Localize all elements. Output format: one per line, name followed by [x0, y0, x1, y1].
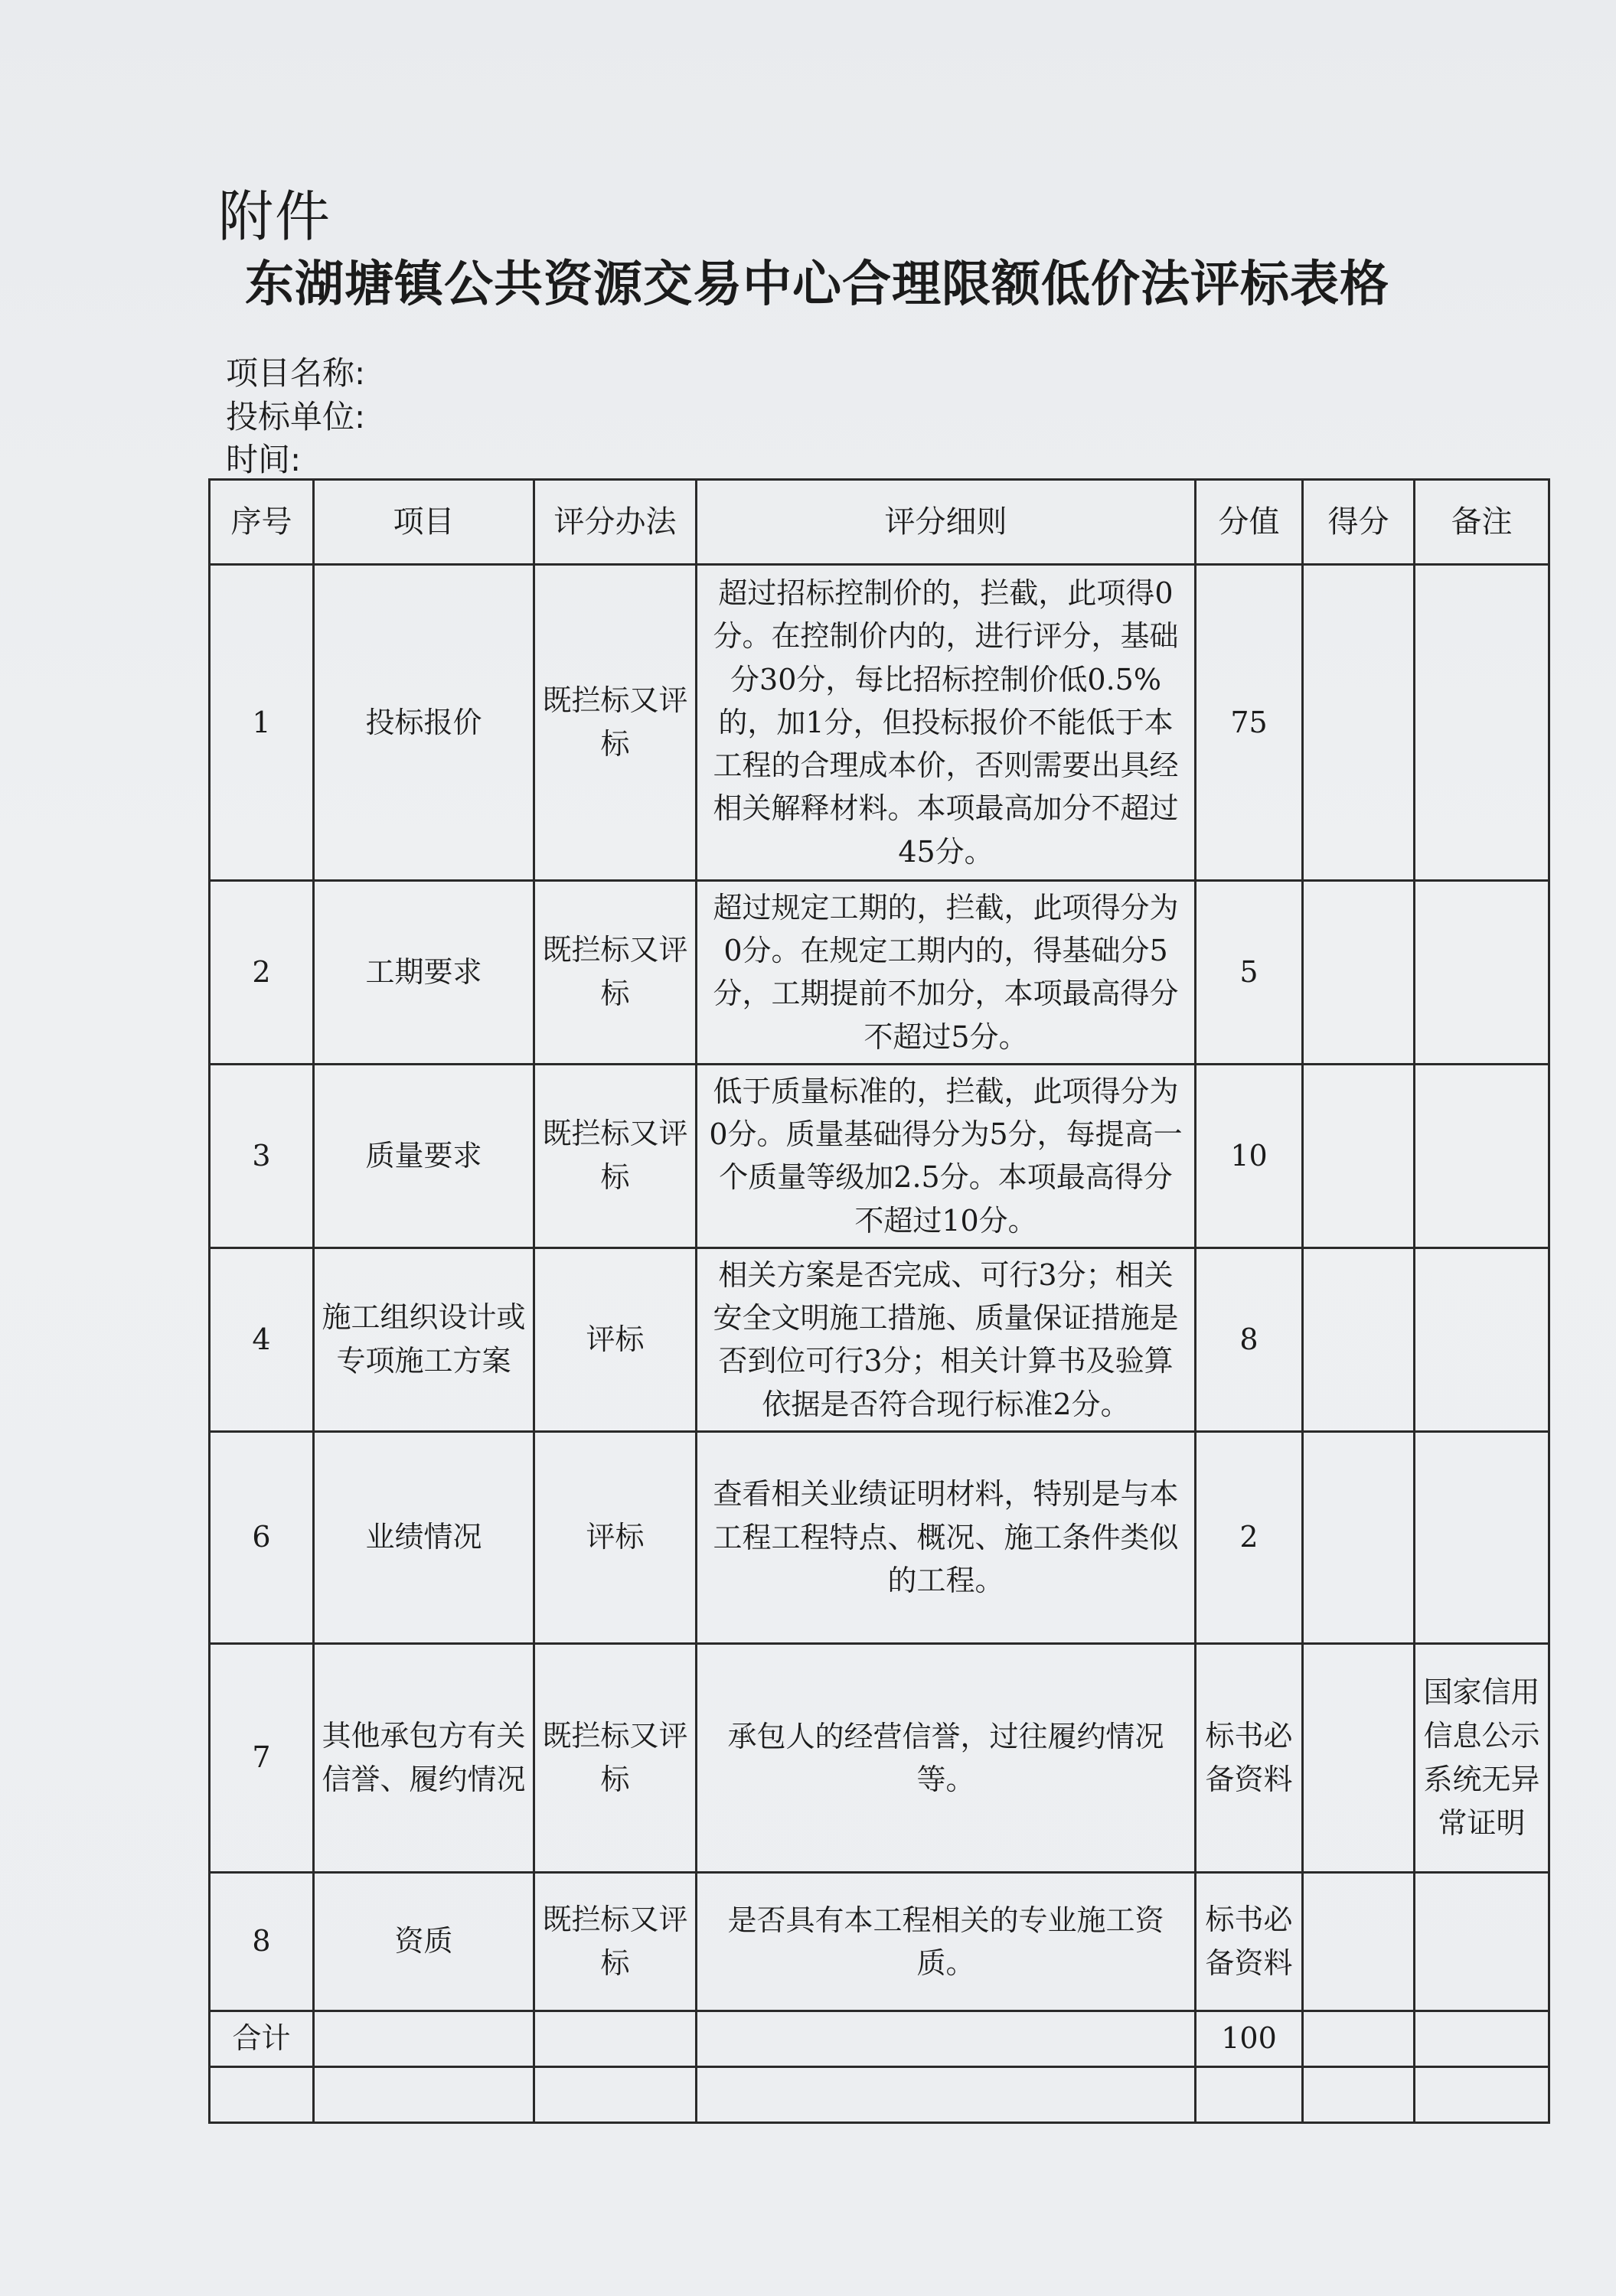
cell-detail: 查看相关业绩证明材料，特别是与本工程工程特点、概况、施工条件类似的工程。: [697, 1431, 1196, 1643]
cell-detail: 低于质量标准的，拦截，此项得分为0分。质量基础得分为5分，每提高一个质量等级加2.5分。本项最高得分不超过10分。: [697, 1064, 1196, 1247]
cell-item: 资质: [314, 1872, 534, 2011]
cell-method: 评标: [534, 1247, 697, 1431]
cell-no: 2: [210, 881, 314, 1065]
cell-value: 2: [1196, 1431, 1303, 1643]
cell-score: [1303, 1431, 1415, 1643]
project-name-label: 项目名称:: [226, 354, 366, 392]
cell-note: [1415, 1064, 1549, 1247]
empty-cell: [210, 2066, 314, 2122]
total-label: 合计: [210, 2011, 314, 2066]
cell-score: [1303, 1872, 1415, 2011]
total-row: [210, 2011, 1549, 2066]
cell-score: [1303, 881, 1415, 1065]
total-value: 100: [1196, 2011, 1303, 2066]
total-empty-cell: [697, 2011, 1196, 2066]
total-empty-cell: [1303, 2011, 1415, 2066]
cell-value: 75: [1196, 565, 1303, 881]
cell-method: 既拦标又评标: [534, 1643, 697, 1872]
cell-note: [1415, 1872, 1549, 2011]
empty-cell: [1196, 2066, 1303, 2122]
cell-note: [1415, 1247, 1549, 1431]
cell-no: 6: [210, 1431, 314, 1643]
cell-method: 评标: [534, 1431, 697, 1643]
column-header-method: 评分办法: [534, 480, 697, 565]
cell-score: [1303, 1643, 1415, 1872]
cell-no: 7: [210, 1643, 314, 1872]
total-empty-cell: [314, 2011, 534, 2066]
cell-no: 8: [210, 1872, 314, 2011]
table-row: [210, 1643, 1549, 1872]
column-header-value: 分值: [1196, 480, 1303, 565]
table-row: [210, 565, 1549, 881]
time-label: 时间:: [226, 441, 302, 478]
empty-cell: [314, 2066, 534, 2122]
document-title: 东湖塘镇公共资源交易中心合理限额低价法评标表格: [245, 256, 1389, 313]
empty-cell: [1415, 2066, 1549, 2122]
cell-value: 10: [1196, 1064, 1303, 1247]
cell-method: 既拦标又评标: [534, 1064, 697, 1247]
cell-note: [1415, 1431, 1549, 1643]
cell-value: 8: [1196, 1247, 1303, 1431]
cell-item: 投标报价: [314, 565, 534, 881]
cell-detail: 是否具有本工程相关的专业施工资质。: [697, 1872, 1196, 2011]
table-row: [210, 1247, 1549, 1431]
bidder-label: 投标单位:: [226, 398, 366, 435]
column-header-note: 备注: [1415, 480, 1549, 565]
cell-detail: 承包人的经营信誉，过往履约情况等。: [697, 1643, 1196, 1872]
cell-item: 工期要求: [314, 881, 534, 1065]
cell-value: 标书必备资料: [1196, 1643, 1303, 1872]
cell-detail: 超过招标控制价的，拦截，此项得0分。在控制价内的，进行评分，基础分30分，每比招标控制价低0.5%的，加1分，但投标报价不能低于本工程的合理成本价，否则需要出具经相关解释材料。本项最高加分不超过45分。: [697, 565, 1196, 881]
cell-item: 业绩情况: [314, 1431, 534, 1643]
attachment-label: 附件: [218, 184, 332, 249]
column-header-item: 项目: [314, 480, 534, 565]
cell-detail: 超过规定工期的，拦截，此项得分为0分。在规定工期内的，得基础分5分，工期提前不加分，本项最高得分不超过5分。: [697, 881, 1196, 1065]
cell-detail: 相关方案是否完成、可行3分；相关安全文明施工措施、质量保证措施是否到位可行3分；相关计算书及验算依据是否符合现行标准2分。: [697, 1247, 1196, 1431]
cell-method: 既拦标又评标: [534, 1872, 697, 2011]
column-header-no: 序号: [210, 480, 314, 565]
column-header-score: 得分: [1303, 480, 1415, 565]
cell-no: 4: [210, 1247, 314, 1431]
cell-item: 质量要求: [314, 1064, 534, 1247]
cell-note: [1415, 881, 1549, 1065]
total-empty-cell: [1415, 2011, 1549, 2066]
cell-note: [1415, 565, 1549, 881]
cell-score: [1303, 1247, 1415, 1431]
table-row: [210, 881, 1549, 1065]
total-empty-cell: [534, 2011, 697, 2066]
cell-item: 施工组织设计或专项施工方案: [314, 1247, 534, 1431]
table-header-row: [210, 480, 1549, 565]
cell-no: 1: [210, 565, 314, 881]
cell-value: 5: [1196, 881, 1303, 1065]
cell-no: 3: [210, 1064, 314, 1247]
empty-row: [210, 2066, 1549, 2122]
column-header-detail: 评分细则: [697, 480, 1196, 565]
cell-item: 其他承包方有关信誉、履约情况: [314, 1643, 534, 1872]
cell-value: 标书必备资料: [1196, 1872, 1303, 2011]
table-row: [210, 1872, 1549, 2011]
empty-cell: [1303, 2066, 1415, 2122]
table-row: [210, 1431, 1549, 1643]
cell-score: [1303, 565, 1415, 881]
scoring-table: [208, 478, 1550, 2124]
table-row: [210, 1064, 1549, 1247]
empty-cell: [534, 2066, 697, 2122]
cell-method: 既拦标又评标: [534, 881, 697, 1065]
empty-cell: [697, 2066, 1196, 2122]
cell-method: 既拦标又评标: [534, 565, 697, 881]
cell-note: 国家信用信息公示系统无异常证明: [1415, 1643, 1549, 1872]
cell-score: [1303, 1064, 1415, 1247]
